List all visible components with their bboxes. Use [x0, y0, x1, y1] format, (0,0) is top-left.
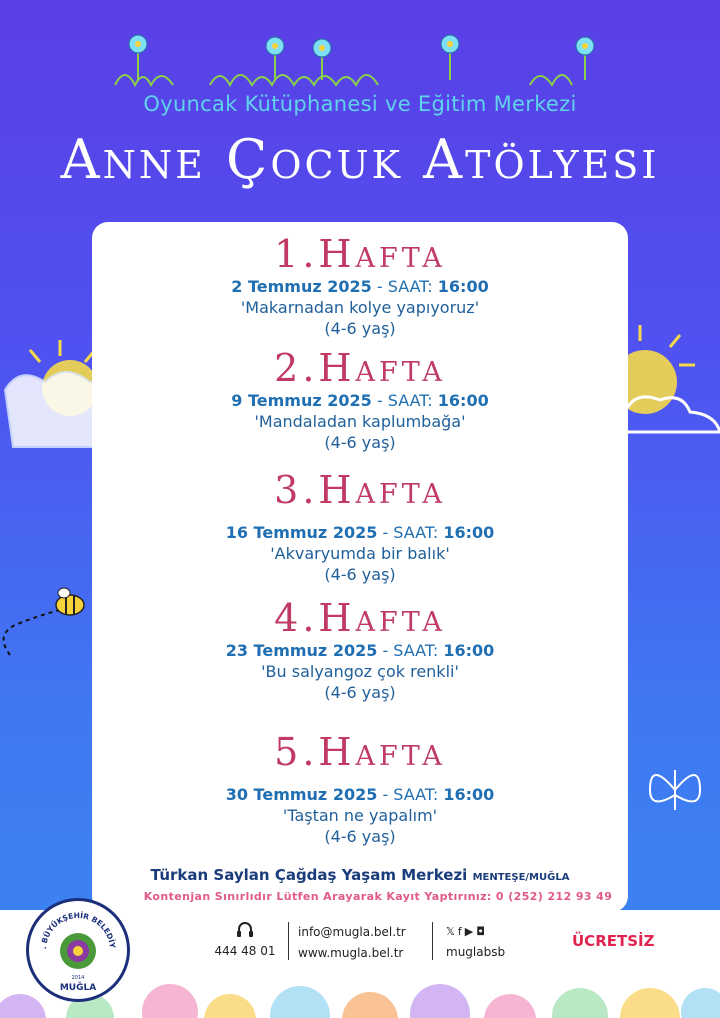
- week-activity: 'Makarnadan kolye yapıyoruz': [240, 298, 480, 317]
- logo-top-text: . BÜYÜKŞEHİR BELEDİY: [38, 910, 118, 950]
- venue: [0, 866, 720, 884]
- venue-name: Türkan Saylan Çağdaş Yaşam Merkezi: [150, 866, 468, 884]
- logo-city: MUĞLA: [59, 983, 97, 993]
- week-age: (4-6 yaş): [324, 827, 396, 846]
- social-handle[interactable]: muglabsb: [446, 945, 506, 959]
- week-heading: 3.Hafta: [274, 468, 446, 512]
- saat-label: - SAAT:: [382, 523, 439, 542]
- municipality-logo: [26, 898, 130, 1002]
- saat-label: - SAAT:: [376, 277, 433, 296]
- week-activity: 'Bu salyangoz çok renkli': [261, 662, 459, 681]
- week-time: 16:00: [437, 391, 489, 410]
- logo-emblem-icon: [29, 901, 127, 999]
- week-time: 16:00: [443, 641, 495, 660]
- week-age: (4-6 yaş): [324, 433, 396, 452]
- saat-label: - SAAT:: [376, 391, 433, 410]
- contact-links: [298, 922, 406, 964]
- week-1: [92, 232, 628, 339]
- bee-decoration: [0, 585, 95, 665]
- butterfly-decoration: [645, 760, 715, 820]
- week-date: 23 Temmuz 2025: [225, 641, 378, 660]
- week-date: 30 Temmuz 2025: [225, 785, 378, 804]
- youtube-icon[interactable]: ▶: [464, 925, 477, 938]
- week-age: (4-6 yaş): [324, 683, 396, 702]
- divider: [432, 922, 433, 960]
- week-time: 16:00: [443, 523, 495, 542]
- week-heading: 1.Hafta: [274, 232, 446, 276]
- week-heading: 2.Hafta: [274, 346, 446, 390]
- week-date: 16 Temmuz 2025: [225, 523, 378, 542]
- website-link[interactable]: www.mugla.bel.tr: [298, 946, 404, 960]
- week-date: 2 Temmuz 2025: [231, 277, 372, 296]
- week-5: [92, 730, 628, 847]
- week-3: [92, 468, 628, 585]
- email-link[interactable]: info@mugla.bel.tr: [298, 925, 406, 939]
- week-activity: 'Mandaladan kaplumbağa': [254, 412, 466, 431]
- quota-note: Kontenjan Sınırlıdır Lütfen Arayarak Kayıt Yaptırınız: 0 (252) 212 93 49: [143, 890, 613, 903]
- week-heading: 4.Hafta: [274, 596, 446, 640]
- venue-location: MENTEŞE/MUĞLA: [472, 872, 570, 883]
- week-date: 9 Temmuz 2025: [231, 391, 372, 410]
- headset-icon: [236, 922, 254, 938]
- week-time: 16:00: [443, 785, 495, 804]
- week-activity: 'Akvaryumda bir balık': [270, 544, 450, 563]
- week-2: [92, 346, 628, 453]
- flowers-grass-decoration: [110, 30, 610, 90]
- page-title: Anne Çocuk Atölyesi: [60, 128, 660, 191]
- week-age: (4-6 yaş): [324, 565, 396, 584]
- instagram-icon[interactable]: ◘: [476, 925, 488, 938]
- social-links: [446, 922, 505, 962]
- week-heading: 5.Hafta: [274, 730, 446, 774]
- phone-number: 444 48 01: [214, 944, 276, 958]
- week-4: [92, 596, 628, 703]
- saat-label: - SAAT:: [382, 785, 439, 804]
- week-activity: 'Taştan ne yapalım': [282, 806, 438, 825]
- free-label: ÜCRETSİZ: [572, 932, 655, 950]
- facebook-icon[interactable]: f: [457, 925, 465, 938]
- saat-label: - SAAT:: [382, 641, 439, 660]
- phone-contact[interactable]: [210, 922, 280, 958]
- x-icon[interactable]: 𝕏: [446, 925, 458, 938]
- subtitle: Oyuncak Kütüphanesi ve Eğitim Merkezi: [143, 92, 577, 116]
- logo-year: 2014: [71, 975, 85, 981]
- divider: [288, 922, 289, 960]
- week-time: 16:00: [437, 277, 489, 296]
- week-age: (4-6 yaş): [324, 319, 396, 338]
